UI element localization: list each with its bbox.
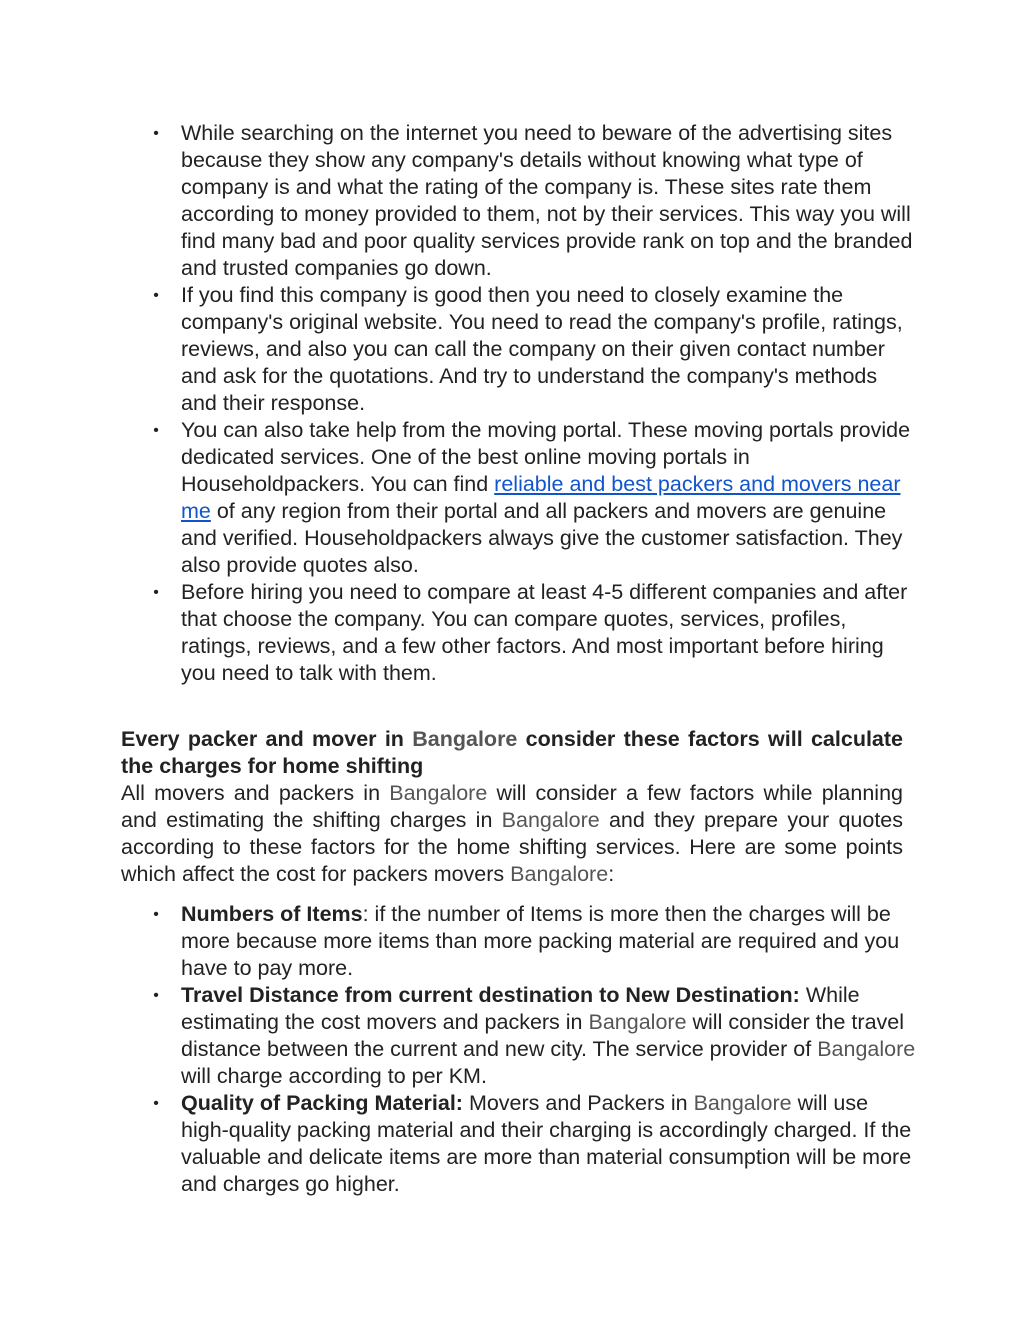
city-name: Bangalore [510,862,609,886]
list-item [153,901,916,982]
city-name: Bangalore [817,1037,916,1061]
factor-title: Numbers of Items [181,902,363,926]
factor-title: Travel Distance from current destination to New Destination: [181,983,800,1007]
paragraph-text: All movers and packers in [121,781,390,805]
list-item [153,282,916,417]
list-item [153,579,916,687]
section-paragraph [121,780,903,888]
tip-text: of any region from their portal and all packers and movers are genuine and verified. Householdpackers always give the customer satisfaction. They also provide quotes also. [181,499,903,577]
factor-text: will consider the travel distance between the current and new city. The service provider of [181,1010,905,1061]
factors-list [153,901,916,1198]
heading-text: consider these factors will calculate the charges for home shifting [121,727,903,778]
paragraph-text: will consider a few factors while planning and estimating the shifting charges in [121,781,903,832]
tip-text: You can also take help from the moving portal. These moving portals provide dedicated services. One of the best online moving portals in Householdpackers. You can find [181,418,911,496]
bullet-icon: • [153,422,159,439]
city-name: Bangalore [389,781,488,805]
list-item [153,120,916,282]
factor-text: Movers and Packers in [462,1091,694,1115]
packers-movers-link[interactable]: reliable and best packers and movers near me [181,472,901,523]
city-name: Bangalore [501,808,600,832]
paragraph-text: and they prepare your quotes according to these factors for the home shifting services. Here are some points which affect the cost for packers movers [121,808,904,886]
factor-text: will charge according to per KM. [181,1064,487,1088]
list-item [153,1090,916,1198]
charges-section [121,726,903,888]
list-item [153,417,916,579]
city-name: Bangalore [588,1010,687,1034]
tip-text: Before hiring you need to compare at least 4-5 different companies and after that choose the company. You can compare quotes, services, profiles, ratings, reviews, and a few other factors. And most important before hiring you need to talk with them. [181,580,908,685]
list-item [153,982,916,1090]
bullet-icon: • [153,125,159,142]
bullet-icon: • [153,906,159,923]
factor-text: : if the number of Items is more then the charges will be more because more items than more packing material are required and you have to pay more. [181,902,900,980]
tips-list [153,120,916,687]
bullet-icon: • [153,287,159,304]
heading-text: Every packer and mover in [121,727,413,751]
factor-title: Quality of Packing Material: [181,1091,463,1115]
factor-text: will use high-quality packing material and their charging is accordingly charged. If the valuable and delicate items are more than material consumption will be more and charges go higher. [181,1091,912,1196]
city-name: Bangalore [412,727,518,751]
paragraph-text: : [608,862,615,886]
tip-text: While searching on the internet you need to beware of the advertising sites because they show any company's details without knowing what type of company is and what the rating of the company is. These sites rate them according to money provided to them, not by their services. This way you will find many bad and poor quality services provide rank on top and the branded and trusted companies go down. [181,121,913,280]
section-heading [121,726,903,780]
bullet-icon: • [153,987,159,1004]
factor-text: While estimating the cost movers and packers in [181,983,860,1034]
bullet-icon: • [153,584,159,601]
tip-text: If you find this company is good then you need to closely examine the company's original website. You need to read the company's profile, ratings, reviews, and also you can call the company on their given contact number and ask for the quotations. And try to understand the company's methods and their response. [181,283,903,415]
city-name: Bangalore [693,1091,792,1115]
bullet-icon: • [153,1095,159,1112]
